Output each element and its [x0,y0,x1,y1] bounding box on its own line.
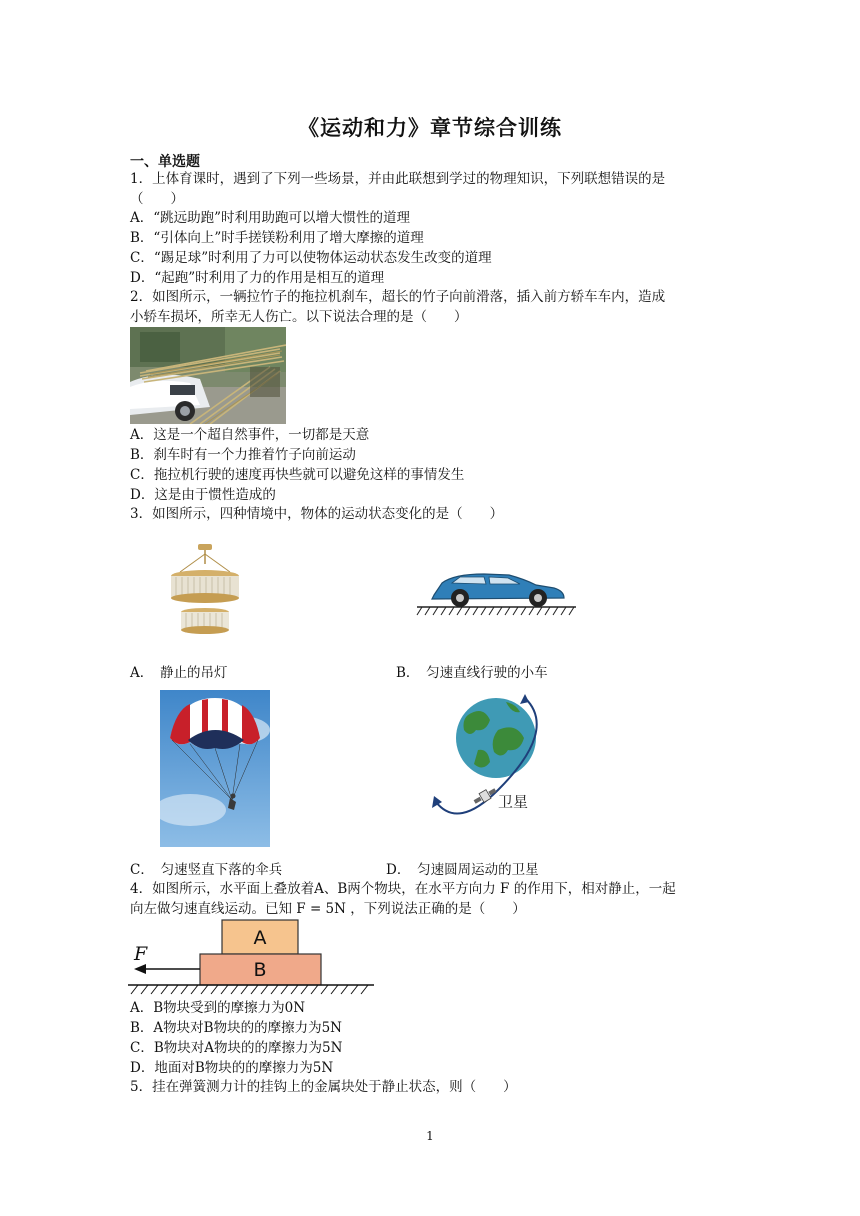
q1-option-a: A．“跳远助跑”时利用助跑可以增大惯性的道理 [130,210,411,226]
q2-option-a: A．这是一个超自然事件，一切都是天意 [130,427,370,443]
q4-option-d: D．地面对B物块的的摩擦力为5N [130,1060,334,1076]
q2-option-c: C．拖拉机行驶的速度再快些就可以避免这样的事情发生 [130,467,465,483]
block-b-label: B [253,959,267,981]
q4-option-b: B．A物块对B物块的的摩擦力为5N [130,1020,342,1036]
q2-option-b: B．刹车时有一个力推着竹子向前运动 [130,447,356,463]
q3-caption-a: A． 静止的吊灯 [130,665,228,681]
q1-stem-line1: 1．上体育课时，遇到了下列一些场景，并由此联想到学过的物理知识，下列联想错误的是 [130,171,666,187]
bamboo-accident-photo [130,327,286,424]
q1-option-d: D．“起跑”时利用了力的作用是相互的道理 [130,270,385,286]
q1-option-b: B．“引体向上”时手搓镁粉利用了增大摩擦的道理 [130,230,424,246]
force-label: F [134,943,148,965]
car-image [414,565,579,617]
satellite-orbit-image [428,690,543,832]
blocks-diagram [128,918,374,996]
q2-stem-line2: 小轿车损坏，所幸无人伤亡。以下说法合理的是（ ） [130,309,468,325]
q4-stem-line1: 4．如图所示，水平面上叠放着A、B两个物块，在水平方向力 F 的作用下，相对静止，一起 [130,881,676,897]
q3-caption-c: C． 匀速竖直下落的伞兵 [130,862,283,878]
parachute-image [160,690,270,847]
q3-stem: 3．如图所示，四种情境中，物体的运动状态变化的是（ ） [130,506,504,522]
q5-stem: 5．挂在弹簧测力计的挂钩上的金属块处于静止状态，则（ ） [130,1079,517,1095]
q3-caption-b: B． 匀速直线行驶的小车 [396,665,548,681]
page-number: 1 [426,1129,434,1143]
q4-stem-line2: 向左做匀速直线运动。已知 F = 5N ，下列说法正确的是（ ） [130,901,526,917]
q1-stem-line2: （ ） [130,191,184,207]
page-title: 《运动和力》章节综合训练 [298,115,562,140]
q1-option-c: C．“踢足球”时利用了力可以使物体运动状态发生改变的道理 [130,250,492,266]
q4-option-a: A．B物块受到的摩擦力为0N [130,1000,306,1016]
q3-caption-d: D． 匀速圆周运动的卫星 [386,862,539,878]
block-a-label: A [253,927,267,949]
q2-stem-line1: 2．如图所示，一辆拉竹子的拖拉机刹车，超长的竹子向前滑落，插入前方轿车车内，造成 [130,289,666,305]
section-heading: 一、单选题 [130,154,200,170]
satellite-label: 卫星 [498,793,529,811]
q4-option-c: C．B物块对A物块的的摩擦力为5N [130,1040,343,1056]
chandelier-image [160,542,250,642]
q2-option-d: D．这是由于惯性造成的 [130,487,276,503]
